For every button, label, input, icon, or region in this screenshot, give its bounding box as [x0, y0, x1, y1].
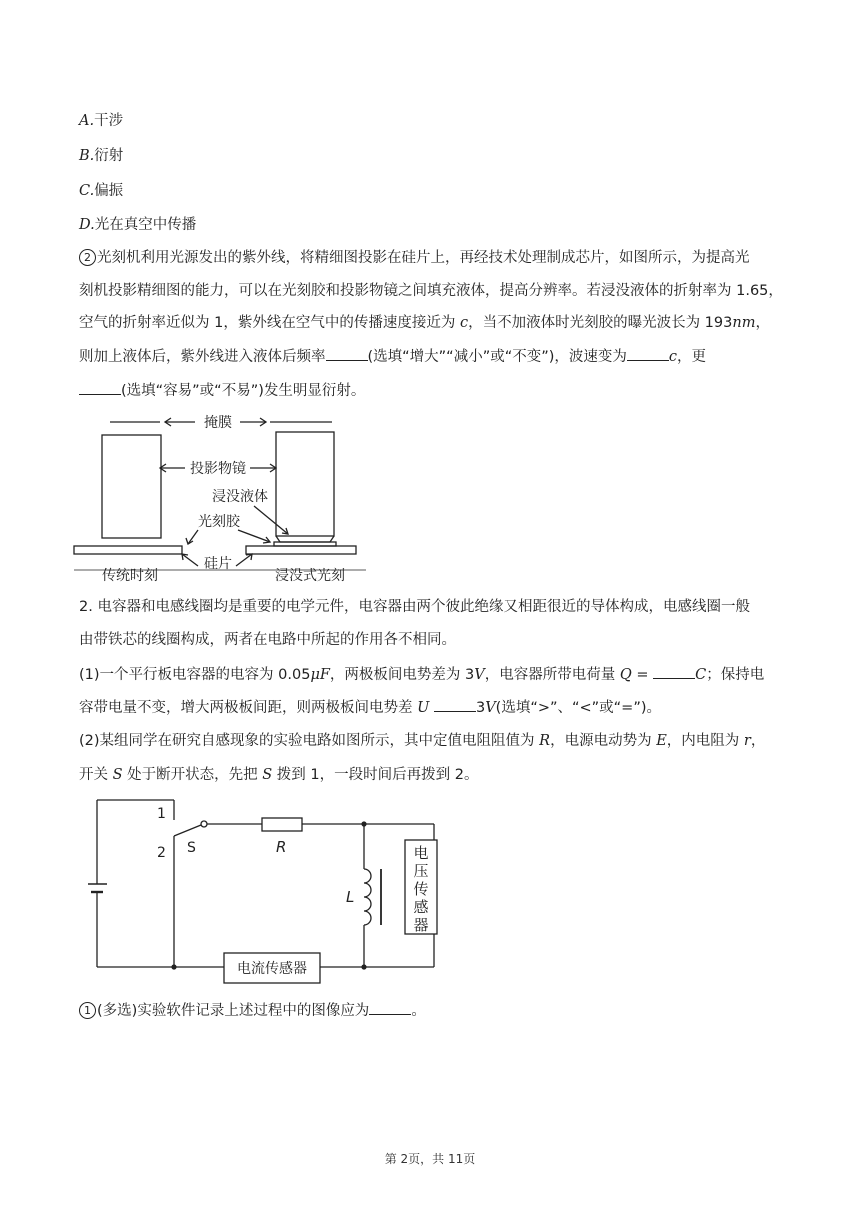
- q2-part2-line1: [79, 731, 765, 751]
- circled-number: 1: [79, 1002, 96, 1019]
- inductor-label: L: [346, 888, 355, 906]
- text: ；保持电: [706, 667, 765, 683]
- text: 光刻机利用光源发出的紫外线，将精细图投影在硅片上，再经技术处理制成芯片，如图所示，为提高光: [97, 250, 750, 266]
- wafer-right: [246, 546, 356, 554]
- text: ，两极板间电势差为 3: [329, 667, 475, 683]
- answer-blank[interactable]: [326, 346, 368, 361]
- q1-part2-line3: [79, 313, 770, 333]
- text: (多选)实验软件记录上述过程中的图像应为: [97, 1003, 370, 1019]
- text: 3: [475, 700, 486, 716]
- q2-intro-line2: [79, 630, 456, 650]
- wafer-left: [74, 546, 182, 554]
- math-unit: V: [474, 667, 485, 683]
- lithography-figure: [70, 410, 370, 582]
- resistor: [262, 818, 302, 831]
- answer-blank[interactable]: [79, 380, 121, 395]
- text: ，内电阻为: [666, 733, 744, 749]
- q2-part1-line1: [79, 664, 764, 685]
- text: ，: [755, 315, 770, 331]
- immersion-label: 浸没式光刻: [275, 568, 345, 582]
- math-var: U: [417, 700, 430, 716]
- text: ，电源电动势为: [550, 733, 657, 749]
- text: ，更: [677, 349, 707, 365]
- text: 刻机投影精细图的能力，可以在光刻胶和投影物镜之间填充液体，提高分辨率。若浸没液体的折射率为 1.65，: [79, 283, 783, 299]
- text: 处于断开状态，先把: [122, 767, 263, 783]
- junction-dot: [361, 964, 366, 969]
- inductor-coil: [364, 869, 371, 925]
- math-var: c: [668, 349, 678, 365]
- text: ，当不加液体时光刻胶的曝光波长为 193: [468, 315, 733, 331]
- switch-pivot: [201, 821, 207, 827]
- liquid-label: 浸没液体: [212, 489, 268, 505]
- page-footer: 第 2页，共 11页: [384, 1152, 476, 1166]
- math-var: S: [112, 767, 123, 783]
- text: (2)某组同学在研究自感现象的实验电路如图所示，其中定值电阻阻值为: [79, 733, 540, 749]
- q1-part2-line4: [79, 346, 706, 367]
- text: =: [631, 667, 654, 683]
- text: 。: [411, 1003, 426, 1019]
- text: 容带电量不变，增大两极板间距，则两极板间电势差: [79, 700, 418, 716]
- mask-label: 掩膜: [204, 415, 232, 431]
- resistor-label: R: [276, 838, 287, 856]
- answer-blank[interactable]: [434, 697, 476, 712]
- answer-blank[interactable]: [627, 346, 669, 361]
- option-letter: D.: [79, 217, 95, 233]
- circuit-figure: [88, 796, 438, 986]
- q1-part2-line1: [79, 248, 750, 268]
- option-b: [79, 146, 123, 166]
- voltage-sensor-char: 传: [413, 880, 429, 898]
- wafer-label: 硅片: [204, 556, 232, 572]
- option-a: [79, 111, 123, 131]
- traditional-label: 传统时刻: [102, 568, 158, 582]
- text: ，电容器所带电荷量: [484, 667, 620, 683]
- math-var: E: [656, 733, 667, 749]
- lens-label: 投影物镜: [190, 461, 246, 477]
- math-var: Q: [619, 667, 632, 683]
- option-text: 光在真空中传播: [94, 217, 197, 233]
- contact-2-label: 2: [157, 845, 166, 861]
- answer-blank[interactable]: [653, 664, 695, 679]
- text: 拨到 1，一段时间后再拨到 2。: [272, 767, 479, 783]
- math-unit: V: [485, 700, 496, 716]
- circled-number: 2: [79, 249, 96, 266]
- switch-label: S: [187, 840, 196, 856]
- math-var: R: [539, 733, 551, 749]
- resist-label: 光刻胶: [198, 514, 240, 530]
- text: 开关: [79, 767, 113, 783]
- q1-part2-line2: [79, 281, 783, 301]
- q2-intro-line1: [79, 597, 750, 617]
- option-letter: C.: [79, 183, 95, 199]
- q2-sub1: [79, 1000, 426, 1021]
- text: 空气的折射率近似为 1，紫外线在空气中的传播速度接近为: [79, 315, 460, 331]
- contact-1-label: 1: [157, 806, 166, 822]
- lens-right: [276, 432, 334, 536]
- junction-dot: [361, 821, 366, 826]
- text: 2. 电容器和电感线圈均是重要的电学元件，电容器由两个彼此绝缘又相距很近的导体构成，电感线圈一般: [79, 599, 750, 615]
- option-letter: A.: [79, 113, 95, 129]
- lens-left: [102, 435, 161, 538]
- voltage-sensor-char: 压: [413, 862, 429, 880]
- text: (选填“>”、“<”或“=”)。: [495, 700, 662, 716]
- math-var: c: [459, 315, 469, 331]
- answer-blank[interactable]: [369, 1000, 411, 1015]
- option-text: 偏振: [94, 183, 124, 199]
- voltage-sensor-char: 器: [413, 916, 429, 934]
- math-unit: μF: [310, 667, 330, 683]
- voltage-sensor-char: 电: [413, 844, 429, 862]
- math-var: r: [743, 733, 751, 749]
- math-unit: nm: [732, 315, 756, 331]
- junction-dot: [171, 964, 176, 969]
- text: (1)一个平行板电容器的电容为 0.05: [79, 667, 311, 683]
- option-text: 衍射: [94, 148, 124, 164]
- text: 则加上液体后，紫外线进入液体后频率: [79, 349, 326, 365]
- option-d: [79, 215, 196, 235]
- q2-part1-line2: [79, 697, 661, 718]
- switch-blade: [174, 825, 201, 836]
- text: ，: [750, 733, 766, 749]
- immersion-liquid: [276, 536, 334, 542]
- q2-part2-line2: [79, 765, 478, 785]
- option-c: [79, 181, 123, 201]
- text: (选填“容易”或“不易”)发生明显衍射。: [121, 383, 366, 399]
- text: 由带铁芯的线圈构成，两者在电路中所起的作用各不相同。: [79, 632, 456, 648]
- current-sensor-label: 电流传感器: [237, 961, 307, 977]
- voltage-sensor-char: 感: [413, 898, 429, 916]
- q1-part2-line5: [79, 380, 365, 401]
- option-letter: B.: [79, 148, 95, 164]
- math-unit: C: [695, 667, 707, 683]
- math-var: S: [262, 767, 273, 783]
- text: (选填“增大”“减小”或“不变”)，波速变为: [367, 349, 627, 365]
- option-text: 干涉: [94, 113, 124, 129]
- resist-right: [274, 542, 336, 546]
